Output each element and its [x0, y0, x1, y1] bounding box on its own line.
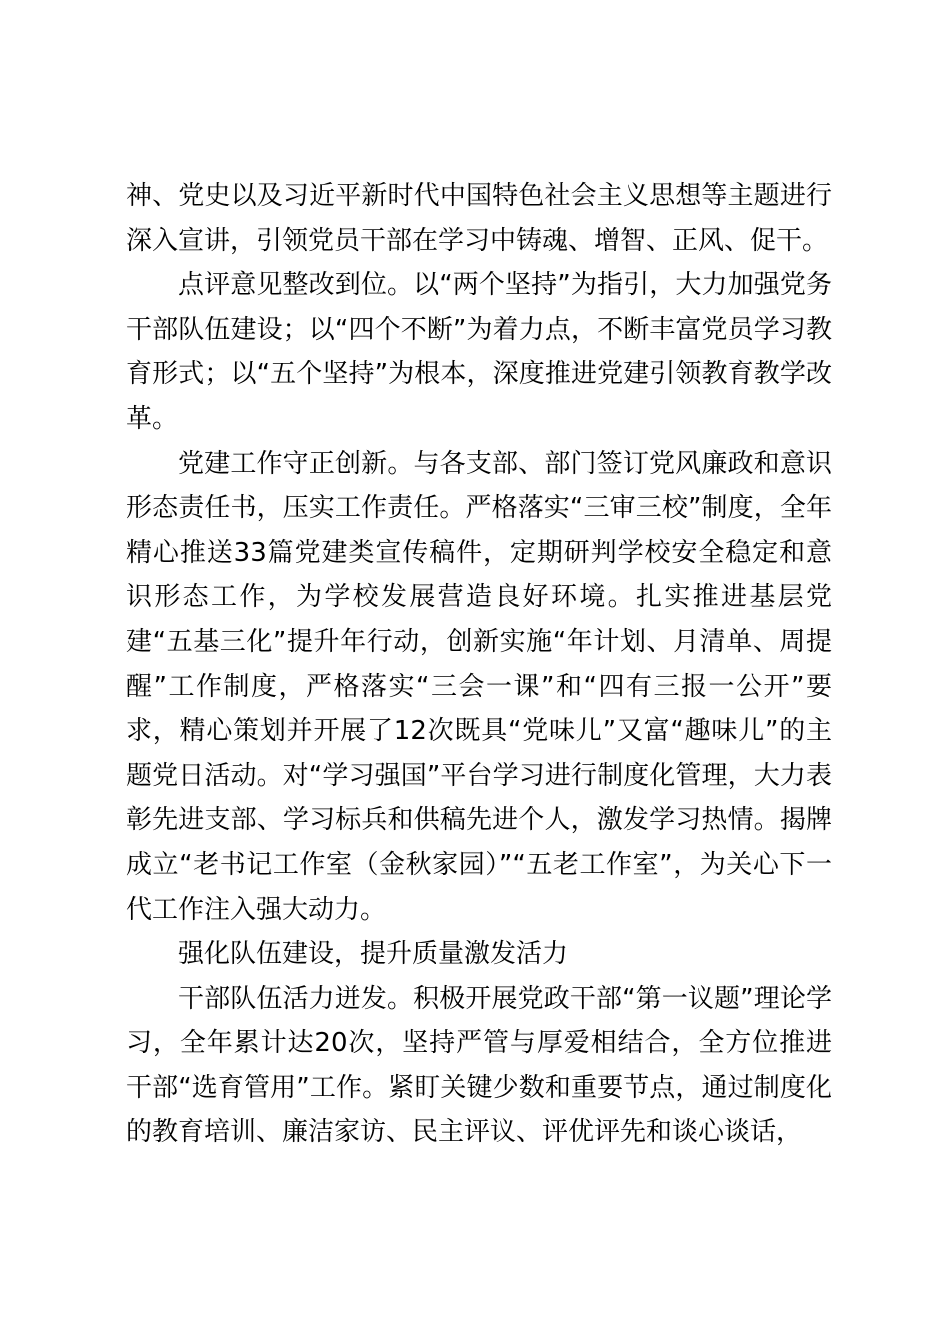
- paragraph-rectification: 点评意见整改到位。以“两个坚持”为指引，大力加强党务干部队伍建设；以“四个不断”为着力点，不断丰富党员学习教育形式；以“五个坚持”为根本，深度推进党建引领教育教学改革。: [126, 270, 832, 434]
- document-body: [126, 174, 832, 1155]
- paragraph-party-building: 党建工作守正创新。与各支部、部门签订党风廉政和意识形态责任书，压实工作责任。严格落实“三审三校”制度，全年精心推送33篇党建类宣传稿件，定期研判学校安全稳定和意识形态工作，为学校发展营造良好环境。扎实推进基层党建“五基三化”提升年行动，创新实施“年计划、月清单、周提醒”工作制度，严格落实“三会一课”和“四有三报一公开”要求，精心策划并开展了12次既具“党味儿”又富“趣味儿”的主题党日活动。对“学习强国”平台学习进行制度化管理，大力表彰先进支部、学习标兵和供稿先进个人，激发学习热情。揭牌成立“老书记工作室（金秋家园）”“五老工作室”，为关心下一代工作注入强大动力。: [126, 448, 832, 925]
- paragraph-cadre-team: 干部队伍活力迸发。积极开展党政干部“第一议题”理论学习，全年累计达20次，坚持严管与厚爱相结合，全方位推进干部“选育管用”工作。紧盯关键少数和重要节点，通过制度化的教育培训、廉洁家访、民主评议、评优评先和谈心谈话，: [126, 983, 832, 1148]
- paragraph-continuation: 神、党史以及习近平新时代中国特色社会主义思想等主题进行深入宣讲，引领党员干部在学习中铸魂、增智、正风、促干。: [126, 181, 832, 256]
- section-heading: 强化队伍建设，提升质量激发活力: [178, 939, 569, 970]
